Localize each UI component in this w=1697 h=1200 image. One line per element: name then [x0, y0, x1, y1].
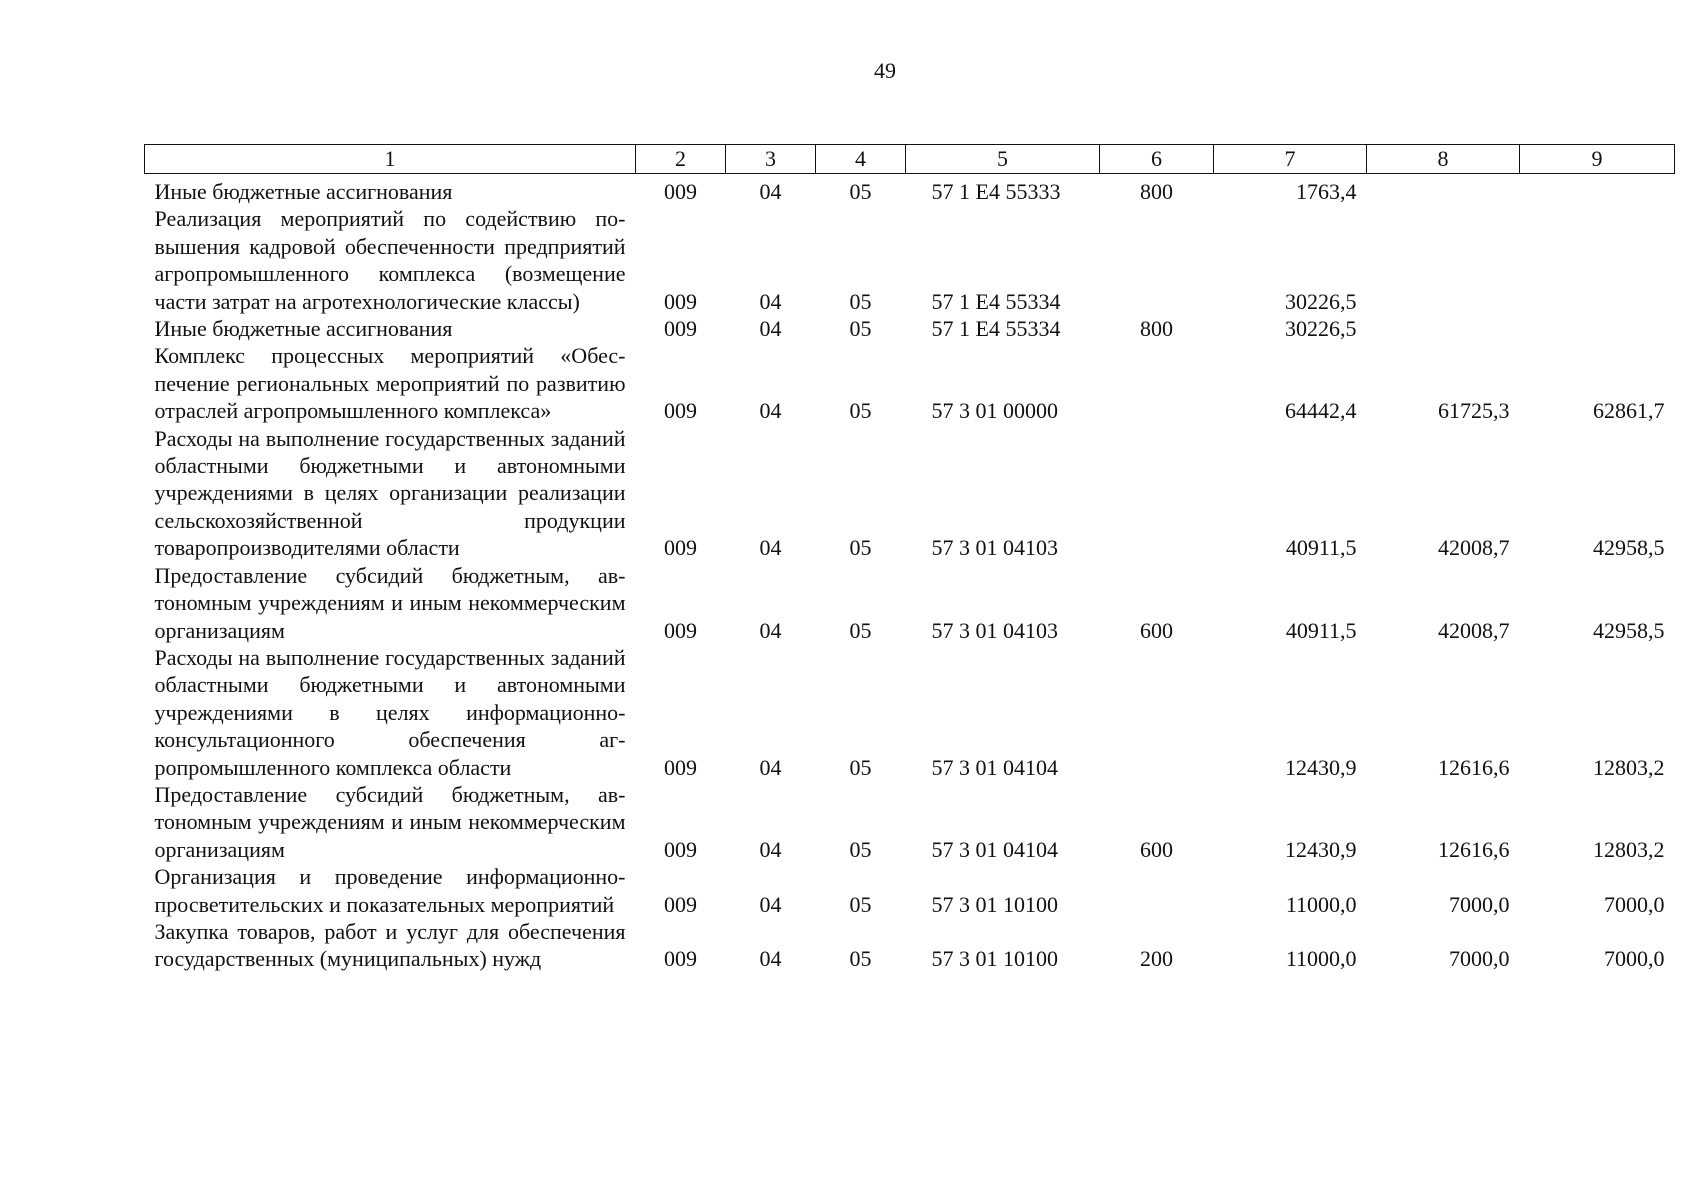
- row-amount-1: 1763,4: [1296, 179, 1357, 204]
- row-name: Организация и проведение информационно-просветительских и показательных мероприятий: [154, 864, 626, 917]
- row-expense-type: [1100, 342, 1214, 424]
- row-admin-code: 009: [664, 836, 697, 862]
- row-admin-code: 009: [664, 398, 697, 424]
- column-header: 3: [726, 145, 816, 174]
- row-amount-3: [1520, 315, 1675, 342]
- table-row: [145, 174, 1675, 206]
- row-target-article: 57 3 01 10100: [931, 946, 1058, 972]
- row-subsection: 05: [849, 398, 872, 424]
- row-target-article: 57 1 E4 55334: [931, 316, 1061, 342]
- row-admin-code: 009: [664, 535, 697, 561]
- row-name: Реализация мероприятий по содействию повышения кадровой обеспеченности предприятий агропромышленного комплекса (возмещение части затрат на агротехнологические классы): [154, 206, 626, 314]
- row-section: 04: [759, 535, 782, 561]
- row-expense-type: 800: [1140, 179, 1173, 204]
- row-subsection: 05: [849, 891, 872, 917]
- row-amount-2: [1367, 205, 1520, 315]
- row-amount-1: 12430,9: [1285, 836, 1357, 862]
- table-row: [145, 918, 1675, 973]
- row-expense-type: 600: [1140, 617, 1173, 643]
- column-header: 8: [1367, 145, 1520, 174]
- row-section: 04: [759, 946, 782, 972]
- row-amount-3: 7000,0: [1604, 891, 1665, 917]
- row-admin-code: 009: [664, 316, 697, 342]
- column-header: 6: [1100, 145, 1214, 174]
- row-amount-2: 12616,6: [1438, 836, 1510, 862]
- row-name: Расходы на выполнение государственных заданий областными бюджетными и автономными учреждениями в целях информационно-консультационного обеспечения агропромышленного комплекса области: [154, 644, 626, 780]
- column-header: 5: [906, 145, 1100, 174]
- row-target-article: 57 3 01 04103: [931, 617, 1058, 643]
- row-admin-code: 009: [664, 891, 697, 917]
- row-name: Расходы на выполнение государственных заданий областными бюджетными и автономными учреждениями в целях организации реализации сельскохозяйственной продукции товаропроизводителями области: [154, 425, 626, 561]
- row-section: 04: [759, 754, 782, 780]
- row-subsection: 05: [849, 288, 872, 314]
- row-amount-3: 42958,5: [1593, 617, 1665, 643]
- row-amount-3: [1520, 205, 1675, 315]
- row-amount-1: 40911,5: [1285, 535, 1357, 561]
- row-amount-1: 30226,5: [1285, 288, 1357, 314]
- row-name: Комплекс процессных мероприятий «Обеспечение региональных мероприятий по развитию отраслей агропромышленного комплекса»: [154, 343, 626, 424]
- row-target-article: 57 3 01 00000: [931, 398, 1058, 424]
- row-amount-1: 30226,5: [1285, 316, 1357, 342]
- table-row: [145, 562, 1675, 644]
- table-row: [145, 425, 1675, 562]
- row-expense-type: [1100, 863, 1214, 918]
- row-amount-2: 7000,0: [1449, 946, 1510, 972]
- row-expense-type: [1100, 425, 1214, 562]
- row-expense-type: 800: [1140, 316, 1173, 342]
- column-header: 9: [1520, 145, 1675, 174]
- row-admin-code: 009: [664, 754, 697, 780]
- row-amount-2: 42008,7: [1438, 617, 1510, 643]
- row-section: 04: [759, 288, 782, 314]
- table-row: [145, 863, 1675, 918]
- row-name: Иные бюджетные ассигнования: [154, 316, 453, 342]
- column-header: 2: [636, 145, 726, 174]
- page-number: 49: [874, 58, 896, 83]
- row-amount-2: 7000,0: [1449, 891, 1510, 917]
- row-target-article: 57 3 01 10100: [931, 891, 1058, 917]
- row-name: Предоставление субсидий бюджетным, автономным учреждениям и иным некоммерческим организациям: [154, 562, 626, 643]
- row-subsection: 05: [849, 316, 872, 342]
- row-admin-code: 009: [664, 617, 697, 643]
- row-expense-type: [1100, 644, 1214, 781]
- row-name: Закупка товаров, работ и услуг для обеспечения государственных (муниципальных) нужд: [154, 918, 626, 972]
- row-amount-1: 64442,4: [1285, 398, 1357, 424]
- row-admin-code: 009: [664, 946, 697, 972]
- row-expense-type: 600: [1140, 836, 1173, 862]
- row-amount-1: 40911,5: [1285, 617, 1357, 643]
- row-amount-1: 12430,9: [1285, 754, 1357, 780]
- row-name: Иные бюджетные ассигнования: [154, 179, 453, 204]
- row-amount-2: [1367, 315, 1520, 342]
- row-amount-2: 61725,3: [1438, 398, 1510, 424]
- row-subsection: 05: [849, 179, 872, 204]
- row-subsection: 05: [849, 617, 872, 643]
- row-expense-type: 200: [1140, 946, 1173, 972]
- row-target-article: 57 3 01 04104: [931, 754, 1058, 780]
- column-header: 4: [816, 145, 906, 174]
- table-row: [145, 205, 1675, 315]
- row-amount-1: 11000,0: [1285, 891, 1357, 917]
- row-name: Предоставление субсидий бюджетным, автономным учреждениям и иным некоммерческим организациям: [154, 781, 626, 862]
- row-amount-3: 12803,2: [1593, 754, 1665, 780]
- row-target-article: 57 3 01 04103: [931, 535, 1058, 561]
- column-header: 1: [145, 145, 636, 174]
- row-amount-2: 42008,7: [1438, 535, 1510, 561]
- row-target-article: 57 1 E4 55333: [931, 179, 1061, 204]
- table-row: [145, 644, 1675, 781]
- row-amount-3: 42958,5: [1593, 535, 1665, 561]
- row-section: 04: [759, 617, 782, 643]
- row-section: 04: [759, 398, 782, 424]
- row-amount-2: 12616,6: [1438, 754, 1510, 780]
- row-target-article: 57 3 01 04104: [931, 836, 1058, 862]
- table-row: [145, 781, 1675, 863]
- row-section: 04: [759, 179, 782, 204]
- row-admin-code: 009: [664, 179, 697, 204]
- row-amount-1: 11000,0: [1285, 946, 1357, 972]
- row-admin-code: 009: [664, 288, 697, 314]
- row-section: 04: [759, 836, 782, 862]
- header-row: [145, 145, 1675, 174]
- row-subsection: 05: [849, 946, 872, 972]
- table-row: [145, 315, 1675, 342]
- row-subsection: 05: [849, 535, 872, 561]
- table-row: [145, 342, 1675, 424]
- row-amount-3: [1520, 174, 1675, 206]
- row-expense-type: [1100, 205, 1214, 315]
- row-amount-3: 12803,2: [1593, 836, 1665, 862]
- row-amount-3: 7000,0: [1604, 946, 1665, 972]
- row-section: 04: [759, 316, 782, 342]
- row-subsection: 05: [849, 754, 872, 780]
- row-target-article: 57 1 E4 55334: [931, 288, 1061, 314]
- row-subsection: 05: [849, 836, 872, 862]
- budget-table: [144, 144, 1675, 973]
- row-amount-2: [1367, 174, 1520, 206]
- column-header: 7: [1214, 145, 1367, 174]
- row-section: 04: [759, 891, 782, 917]
- row-amount-3: 62861,7: [1593, 398, 1665, 424]
